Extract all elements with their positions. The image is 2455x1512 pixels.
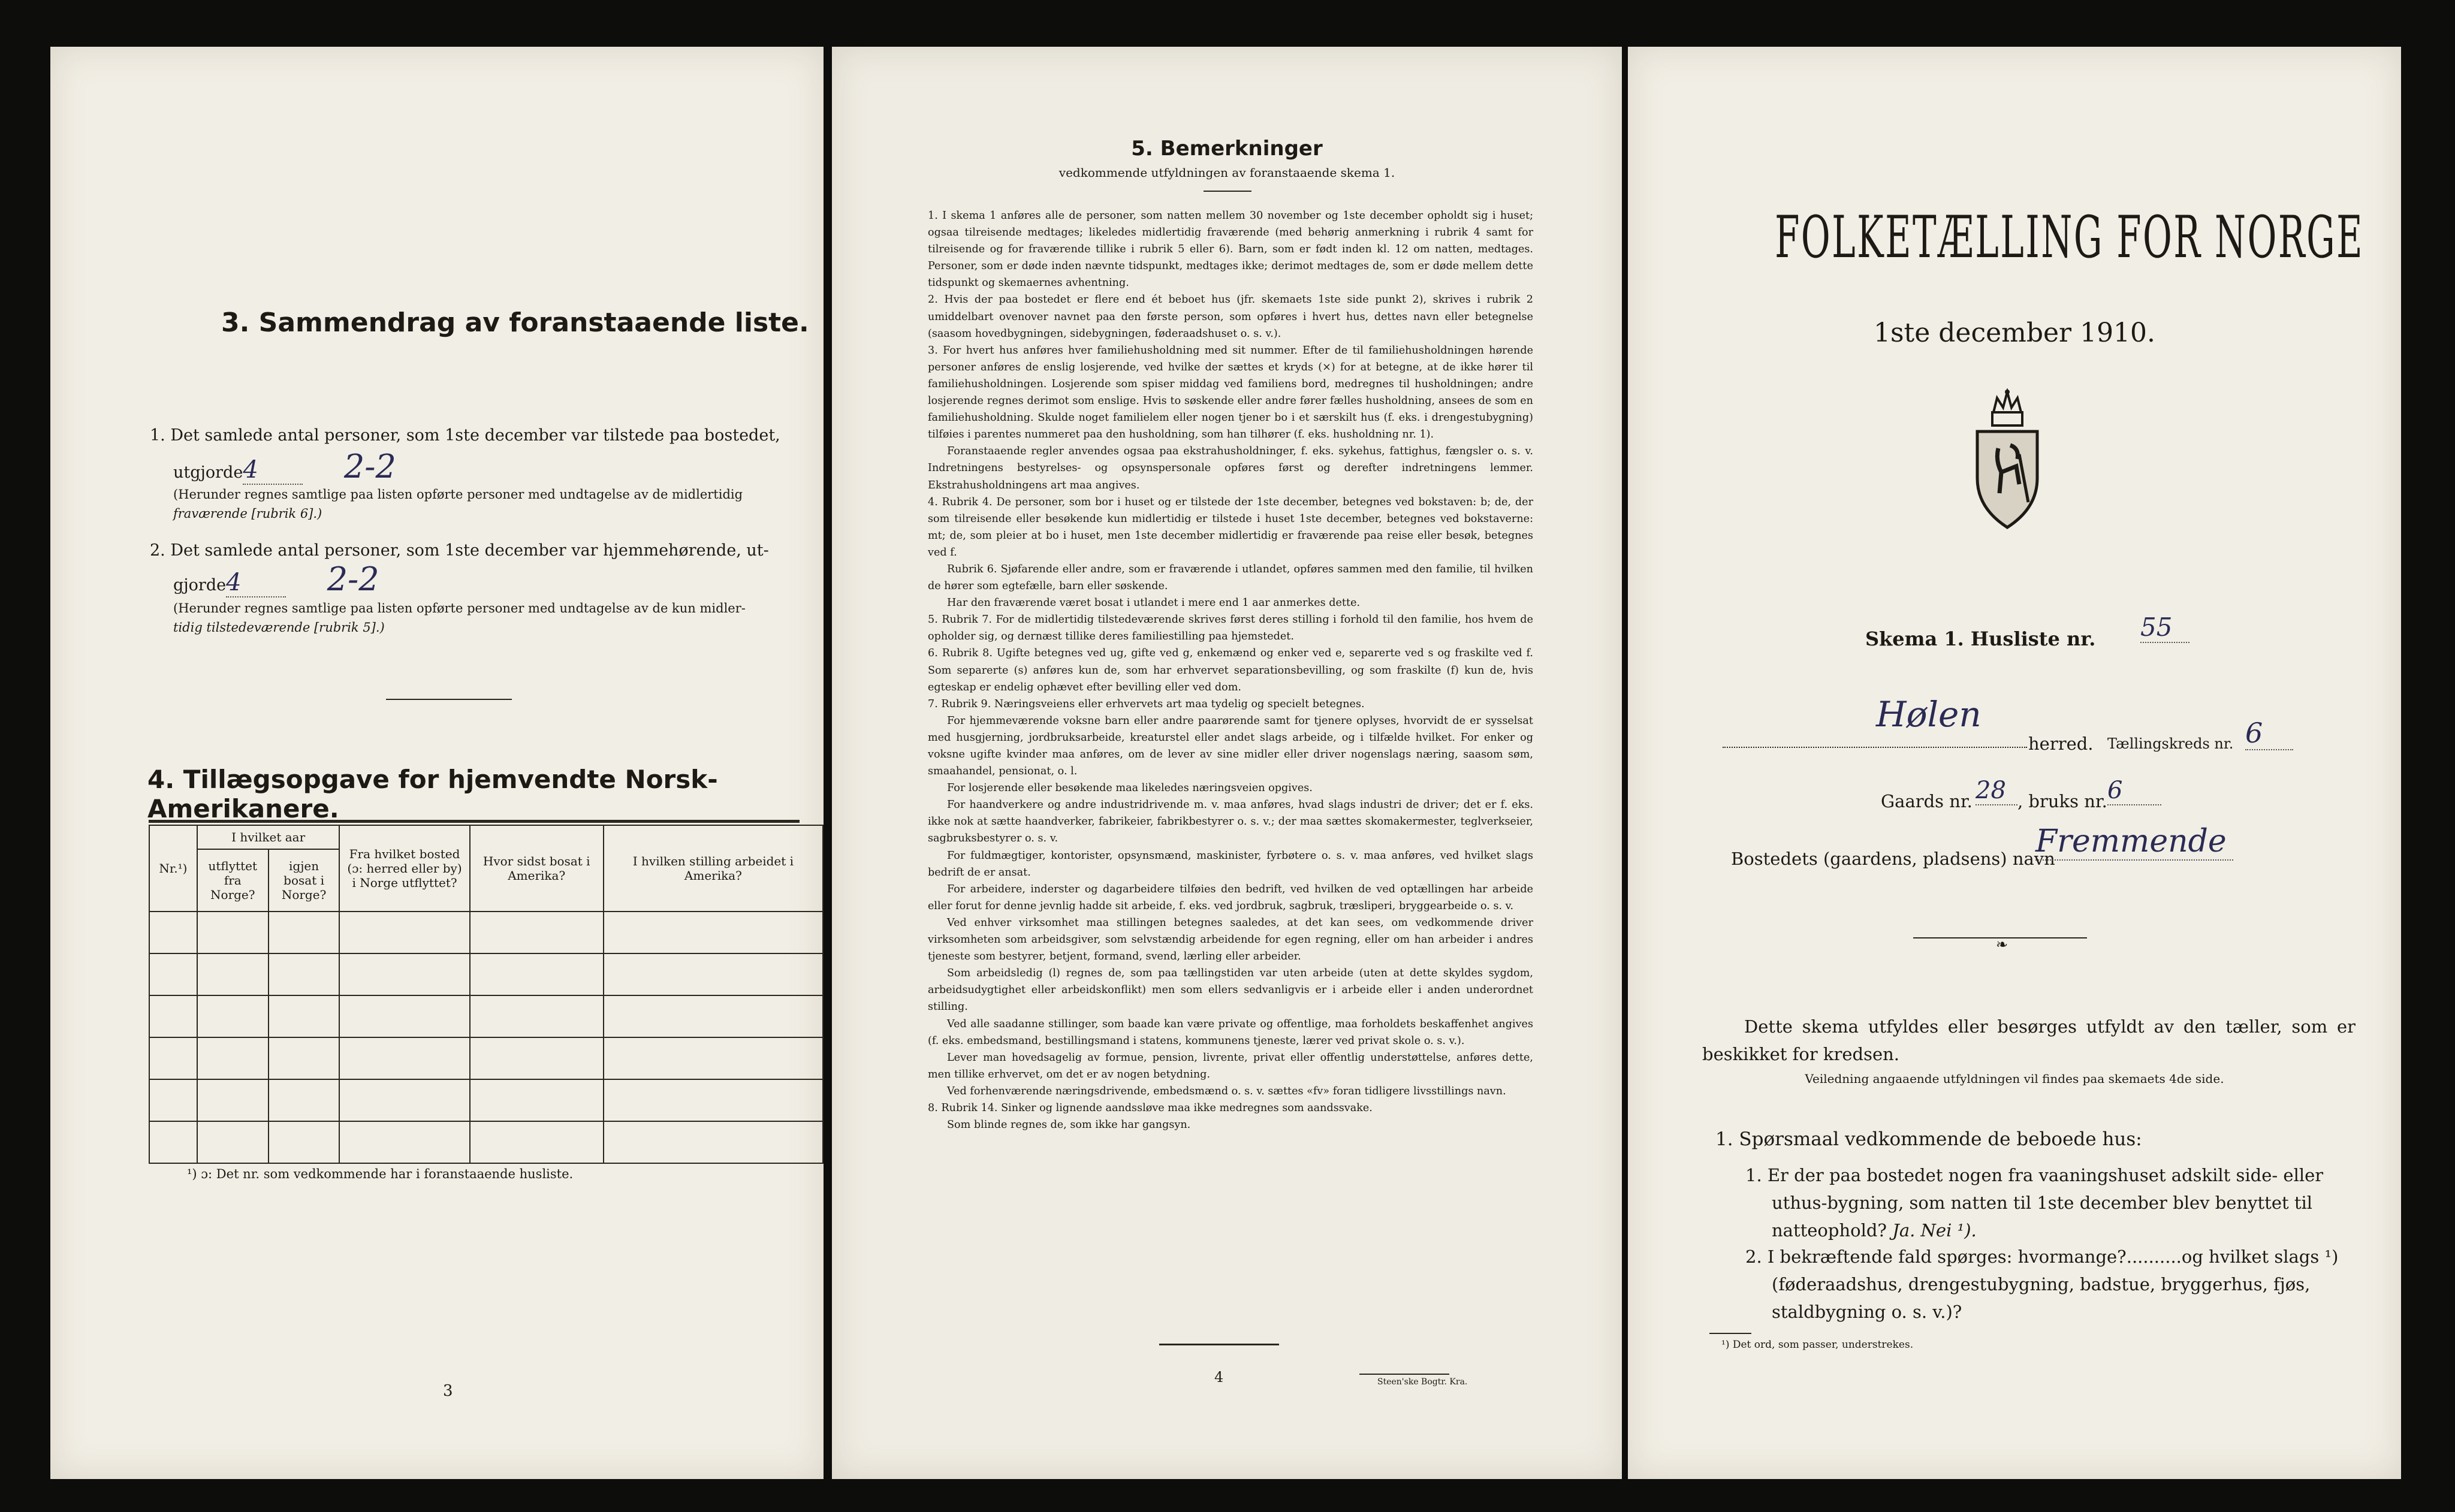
ornament-icon: ❧ [1996, 936, 2008, 953]
coat-of-arms-icon [1962, 388, 2052, 532]
remark-7h: Som arbeidsledig (l) regnes de, som paa tællingstiden var uten arbeide (uten at dette skyldes sygdom, arbeidsudygtighet eller arbeidskonflikt) men som ellers sedvanligvis er i arbeide eller i anden underordnet stilling. [928, 967, 1533, 1013]
remark-1: 1. I skema 1 anføres alle de personer, som natten mellem 30 november og 1ste december opholdt sig i huset; ogsaa tilreisende medtages; likeledes midlertidig fraværende (med behørig anmerkning i rubrik 4 samt for tilreisende og for fraværende tillike i rubrik 5 eller 6). Barn, som er født inden kl. 12 om natten, medtages. Personer, som er døde inden nævnte tidspunkt, medtages ikke; derimot medtages de, som er døde mellem dette tidspunkt og skemaernes avhentning. [928, 210, 1533, 289]
remarks-title: 5. Bemerkninger [1131, 137, 1323, 161]
instruction-1: Dette skema utfyldes eller besørges utfyldt av den tæller, som er beskikket for kredsen. [1702, 1016, 2356, 1064]
section3-item1-value [173, 448, 396, 487]
col-group: I hvilket aar [197, 825, 340, 849]
table-row [149, 995, 823, 1037]
col-igjen: igjen bosat i Norge? [269, 849, 340, 912]
gaards-nr: 28 [1976, 777, 2017, 805]
section3-item2-line1: 2. Det samlede antal personer, som 1ste december var hjemmehørende, ut- [150, 541, 769, 560]
herred-line [1723, 747, 2027, 748]
remark-6: 6. Rubrik 8. Ugifte betegnes ved ug, gifte ved g, enkemænd og enker ved e, separerte ved s og fraskilte ved f. Som separerte (s) anføres kun de, som har erhvervet separationsbevilling, og som fraskilte (f) kun de, hvis egteskap er endelig ophævet efter bevilling eller ved dom. [928, 647, 1533, 693]
remark-4c: Har den fraværende været bosat i utlandet i mere end 1 aar anmerkes dette. [947, 597, 1361, 609]
census-date: 1ste december 1910. [1873, 318, 2156, 348]
census-title: FOLKETÆLLING FOR NORGE [1775, 204, 2364, 271]
divider [1204, 191, 1251, 192]
question-1-answer: Ja. Nei ¹). [1892, 1220, 1977, 1241]
remark-7f: For arbeidere, inderster og dagarbeidere tilføies den bedrift, ved hvilken de ved optællingen har arbeide eller forut for denne jevnlig hadde sit arbeide, f. eks. ved jordbruk, sagbruk, træsliperi, bryggearbeide o. s. v. [928, 883, 1533, 912]
section3-item2-value [173, 560, 379, 599]
herred-hw: Hølen [1876, 694, 1982, 735]
remark-5: 5. Rubrik 7. For de midlertidig tilstedeværende skrives først deres stilling i forhold til den familie, hos hvem de opholder sig, og dernæst tillike deres familiestilling paa hjemstedet. [928, 614, 1533, 643]
bosted-hw: Fremmende [2035, 823, 2233, 861]
remark-7b: For hjemmeværende voksne barn eller andre paarørende samt for tjenere oplyses, hvorvidt de er sysselsat med husgjerning, jordbruksarbeide, kreaturstel eller andet slags arbeide, og i tilfælde hvilket. For enker og voksne ugifte kvinder maa anføres, om de lever av sine midler eller driver nogenslags næring, saasom søm, smaahandel, pensionat, o. l. [928, 714, 1533, 778]
question-2: 2. I bekræftende fald spørges: hvormange?..........og hvilket slags ¹) (føderaadshus, drengestubygning, badstue, bryggerhus, fjøs, staldbygning o. s. v.)? [1745, 1247, 2339, 1322]
skema-label: Skema 1. Husliste nr. [1865, 627, 2096, 650]
remarks-body [928, 207, 1533, 1133]
col-utflyttet: utflyttet fra Norge? [197, 849, 269, 912]
item1-hw-a: 4 [243, 456, 303, 485]
item2-note1: (Herunder regnes samtlige paa listen opførte personer med undtagelse av de kun midler- [173, 601, 746, 615]
remark-7: 7. Rubrik 9. Næringsveiens eller erhvervets art maa tydelig og specielt betegnes. [928, 698, 1365, 710]
section4-title: 4. Tillægsopgave for hjemvendte Norsk-Amerikanere. [147, 765, 718, 823]
remarks-subtitle: vedkommende utfyldningen av foranstaaende skema 1. [1058, 165, 1395, 180]
divider [1709, 1333, 1751, 1334]
remark-7e: For fuldmægtiger, kontorister, opsynsmænd, maskinister, fyrbøtere o. s. v. maa anføres, ved hvilket slags bedrift de er ansat. [928, 849, 1533, 879]
remark-7k: Ved forhenværende næringsdrivende, embedsmænd o. s. v. sættes «fv» foran tidligere livsstillings navn. [947, 1085, 1506, 1097]
page-number: 3 [443, 1382, 453, 1400]
item1-label: utgjorde [173, 463, 243, 482]
section3-title: 3. Sammendrag av foranstaaende liste. [221, 307, 809, 338]
table-top-rule [149, 820, 800, 823]
divider [386, 699, 512, 700]
remark-4b: Rubrik 6. Sjøfarende eller andre, som er fraværende i utlandet, opføres sammen med den familie, til hvilken de hører som egtefælle, barn eller søskende. [928, 563, 1533, 593]
bruks-nr: 6 [2107, 777, 2161, 805]
item2-hw-b: 2-2 [327, 560, 379, 598]
remark-7i: Ved alle saadanne stillinger, som baade kan være private og offentlige, maa forholdets beskaffenhet angives (f. eks. embedsmand, bestillingsmand i statens, kommunens tjeneste, lærer ved privat skole o. s. v.). [928, 1018, 1533, 1047]
col-nr: Nr.¹) [149, 825, 197, 912]
item2-hw-a: 4 [226, 569, 286, 597]
kreds-label: Tællingskreds nr. [2107, 735, 2234, 752]
divider [1159, 1344, 1279, 1345]
item1-note2: fraværende [rubrik 6].) [173, 506, 322, 521]
section3-item1-line1: 1. Det samlede antal personer, som 1ste december var tilstede paa bostedet, [150, 426, 780, 445]
remark-8: 8. Rubrik 14. Sinker og lignende aandssløve maa ikke medregnes som aandssvake. [928, 1101, 1373, 1114]
questions-heading: 1. Spørsmaal vedkommende de beboede hus: [1715, 1128, 2142, 1150]
remark-7c: For losjerende eller besøkende maa likeledes næringsveien opgives. [947, 782, 1313, 795]
item1-hw-b: 2-2 [343, 448, 396, 485]
left-page [50, 47, 824, 1479]
remark-7g: Ved enhver virksomhet maa stillingen betegnes saaledes, at det kan sees, om vedkommende driver virksomheten som arbeidsgiver, som selvstændig arbeidende for egen regning, eller om han arbeider i andres tjeneste som bestyrer, betjent, formand, svend, lærling eller arbeider. [928, 916, 1533, 963]
printer-mark: Steen'ske Bogtr. Kra. [1377, 1377, 1468, 1387]
remark-4: 4. Rubrik 4. De personer, som bor i huset og er tilstede der 1ste december, betegnes ved bokstaven: b; de, der som tilreisende eller besøkende kun midlertidig er tilstede i huset 1ste december, betegnes ved bokstaverne: mt; de, som pleier at bo i huset, men 1ste december midlertidig er fraværende paa reise eller besøk, betegnes ved f. [928, 496, 1533, 559]
remark-7j: Lever man hovedsagelig av formue, pension, livrente, privat eller offentlig understøttelse, anføres dette, men tillike erhvervet, om det er av nogen betydning. [928, 1051, 1533, 1081]
question-1-text: 1. Er der paa bostedet nogen fra vaaningshuset adskilt side- eller uthus-bygning, som natten til 1ste december blev benyttet til natteophold? [1745, 1165, 2324, 1241]
page-number: 4 [1214, 1369, 1224, 1386]
right-page [1628, 47, 2401, 1479]
section4-footnote: ¹) ɔ: Det nr. som vedkommende har i foranstaaende husliste. [187, 1167, 574, 1181]
remark-3: 3. For hvert hus anføres hver familiehusholdning med sit nummer. Efter de til familiehusholdningen hørende personer anføres de enslig losjerende, ved hvilke der sættes et kryds (×) for at betegne, at de ikke hører til familiehusholdningen. Losjerende som spiser middag ved familiens bord, medregnes til husholdningen; andre losjerende regnes derimot som enslige. Hvis to søskende eller andre fører fælles husholdning, ansees de som en familiehusholdning. Skulde noget familielem eller nogen tjener bo i et særskilt hus (f. eks. i drengestubygning) tilføies i parentes nummeret paa den husholdning, som han tilhører (f. eks. husholdning nr. 1). [928, 344, 1533, 441]
question-1 [1745, 1161, 2374, 1244]
item1-note1: (Herunder regnes samtlige paa listen opførte personer med undtagelse av de midlertidig [173, 487, 743, 502]
instruction-2: Veiledning angaaende utfyldningen vil findes paa skemaets 4de side. [1805, 1072, 2224, 1086]
husliste-nr: 55 [2140, 612, 2189, 643]
col-hvor: Hvor sidst bosat i Amerika? [470, 825, 604, 912]
remark-3b: Foranstaaende regler anvendes ogsaa paa ekstrahusholdninger, f. eks. sykehus, fattighus, fængsler o. s. v. Indretningens bestyrelses- og opsynspersonale opføres først og derefter indretningens lemmer. Ekstrahusholdningens art maa angives. [928, 445, 1533, 491]
table-row [149, 1037, 823, 1079]
item2-label: gjorde [173, 576, 227, 594]
bruks-label: , bruks nr. [2017, 791, 2107, 811]
footnote: ¹) Det ord, som passer, understrekes. [1721, 1339, 1914, 1351]
herred-label: herred. [2028, 734, 2094, 754]
divider [1359, 1374, 1449, 1375]
table-row [149, 953, 823, 995]
table-row [149, 1121, 823, 1163]
col-stilling: I hvilken stilling arbeidet i Amerika? [604, 825, 823, 912]
table-row [149, 912, 823, 953]
item2-note2: tidig tilstedeværende [rubrik 5].) [173, 620, 385, 635]
remark-2: 2. Hvis der paa bostedet er flere end ét beboet hus (jfr. skemaets 1ste side punkt 2), skrives i rubrik 2 umiddelbart ovenover navnet paa den første person, som opføres i hvert hus, dettes navn eller betegnelse (saasom hovedbygningen, sidebygningen, føderaadshuset o. s. v.). [928, 294, 1533, 340]
col-fra: Fra hvilket bosted (ɔ: herred eller by) i Norge utflyttet? [339, 825, 469, 912]
kreds-nr: 6 [2245, 717, 2293, 750]
bosted-label: Bostedets (gaardens, pladsens) navn [1731, 849, 2055, 869]
table-row [149, 1079, 823, 1121]
remark-7d: For haandverkere og andre industridrivende m. v. maa anføres, hvad slags industri de driver; det er f. eks. ikke nok at sætte haandverker, fabrikeier, fabrikbestyrer o. s. v.; der maa sættes skomakermester, teglverkseier, sagbruksbestyrer o. s. v. [928, 799, 1533, 845]
norsk-amerikanere-table [149, 825, 824, 1164]
remark-8b: Som blinde regnes de, som ikke har gangsyn. [947, 1119, 1191, 1131]
gaards-label: Gaards nr. [1881, 791, 1973, 811]
middle-page [832, 47, 1622, 1479]
